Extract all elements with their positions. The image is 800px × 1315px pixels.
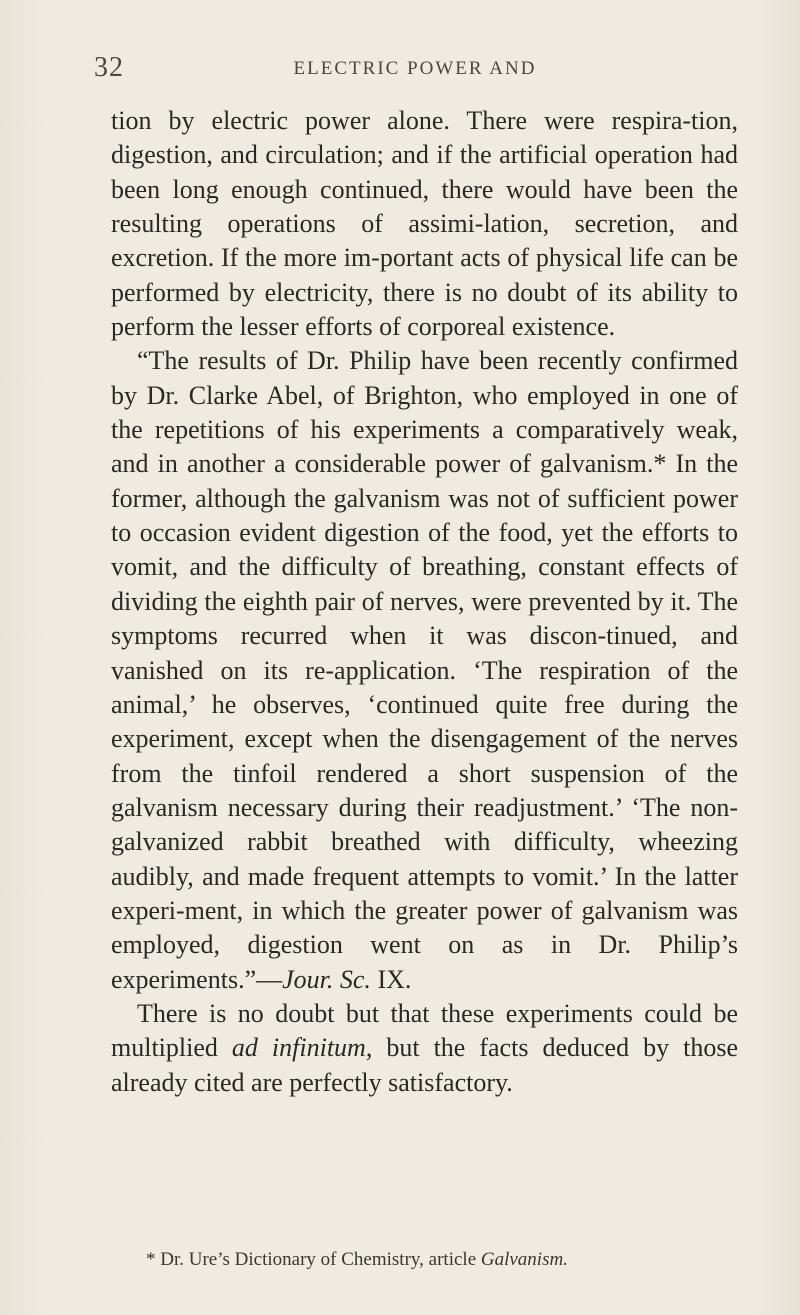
- page-number: 32: [94, 52, 124, 83]
- body-text: [111, 104, 738, 1100]
- footnote-marker: *: [146, 1249, 156, 1270]
- paragraph-continuation: tion by electric power alone. There were respira-tion, digestion, and circulation; and if the artificial operation had been long enough continued, there would have been the resulting operations of assimi-lation, secretion, and excretion. If the more im-portant acts of physical life can be performed by electricity, there is no doubt of its ability to perform the lesser efforts of corporeal existence.: [111, 106, 738, 342]
- running-title: ELECTRIC POWER AND: [293, 58, 537, 79]
- citation-journal: Jour. Sc.: [282, 964, 371, 994]
- closing-text-before: There is no doubt but that these experiments could be multiplied: [111, 998, 738, 1063]
- paragraph-closing: [111, 997, 738, 1100]
- footnote: [146, 1249, 746, 1271]
- closing-latin-phrase: ad infinitum: [231, 1033, 366, 1063]
- footnote-article: Galvanism.: [480, 1249, 568, 1270]
- quotation-text: “The results of Dr. Philip have been recently confirmed by Dr. Clarke Abel, of Brighton, who employed in one of the repetitions of his experiments a comparatively weak, and in another a considerable power of galvanism.* In the former, although the galvanism was not of sufficient power to occasion evident digestion of the food, yet the efforts to vomit, and the difficulty of breathing, constant effects of dividing the eighth pair of nerves, were prevented by it. The symptoms recurred when it was discon-tinued, and vanished on its re-application. ‘The respiration of the animal,’ he observes, ‘continued quite free during the experiment, except when the disengagement of the nerves from the tinfoil rendered a short suspension of the galvanism necessary during their readjustment.’ ‘The non-galvanized rabbit breathed with difficulty, wheezing audibly, and made frequent attempts to vomit.’ In the latter experi-ment, in which the greater power of galvanism was employed, digestion went on as in Dr. Philip’s experiments.”—: [111, 346, 738, 994]
- paragraph-quotation: [111, 344, 738, 997]
- running-head: [0, 52, 800, 82]
- closing-text-after: , but the facts deduced by those already cited are perfectly satisfactory.: [111, 1033, 738, 1097]
- footnote-text: Dr. Ure’s Dictionary of Chemistry, article: [155, 1249, 481, 1270]
- citation-volume: IX.: [370, 964, 412, 994]
